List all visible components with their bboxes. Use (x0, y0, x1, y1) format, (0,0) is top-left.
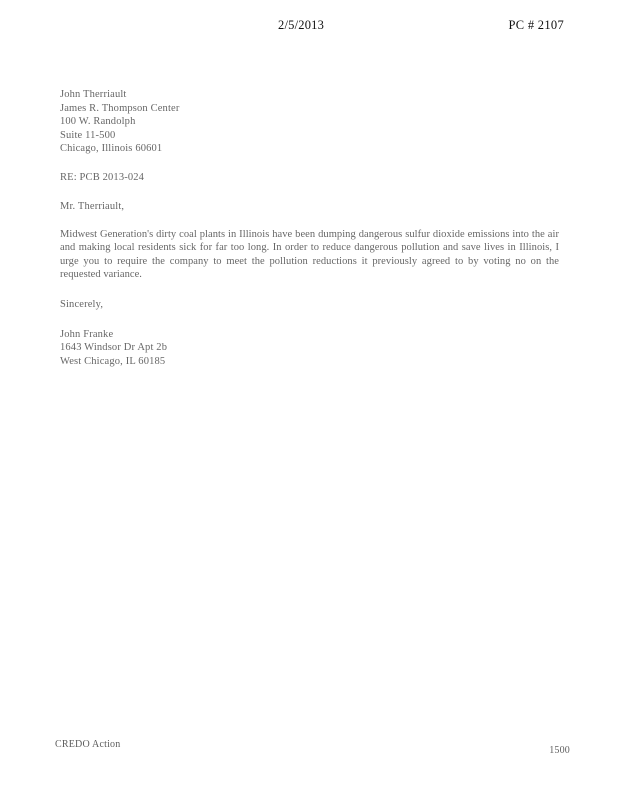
footer-page-number: 1500 (549, 745, 570, 756)
salutation: Mr. Therriault, (60, 200, 125, 212)
sender-street: 1643 Windsor Dr Apt 2b (60, 342, 168, 354)
recipient-organization: James R. Thompson Center (60, 102, 180, 114)
letter-body (60, 88, 560, 368)
signature-block (60, 328, 560, 369)
header-public-comment-number: PC # 2107 (508, 18, 564, 32)
header-date: 2/5/2013 (278, 18, 325, 32)
recipient-address-block (60, 88, 560, 156)
recipient-street: 100 W. Randolph (60, 116, 136, 128)
closing: Sincerely, (60, 298, 104, 310)
body-paragraph: Midwest Generation's dirty coal plants in Illinois have been dumping dangerous sulfur dioxide emissions into the air and making local residents sick for far too long. In order to reduce dangerous pollution and save lives in Illinois, I urge you to require the company to meet the pollution reductions it previously agreed to by voting no on the requested variance. (60, 229, 559, 280)
sender-city-state-zip: West Chicago, IL 60185 (60, 355, 166, 367)
footer-organization: CREDO Action (55, 739, 121, 750)
recipient-city-state-zip: Chicago, Illinois 60601 (60, 143, 163, 155)
recipient-name: John Therriault (60, 89, 127, 100)
page-footer (0, 720, 618, 800)
sender-name: John Franke (60, 328, 114, 340)
page-header (0, 18, 618, 40)
re-line: RE: PCB 2013-024 (60, 171, 145, 183)
recipient-suite: Suite 11-500 (60, 129, 116, 141)
